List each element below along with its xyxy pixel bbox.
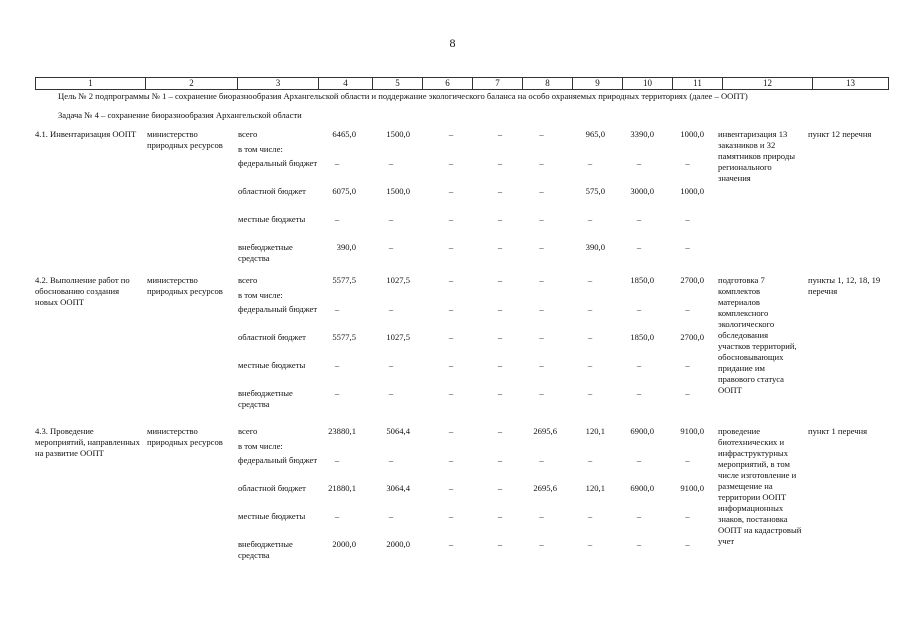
funding-value: – [587,388,593,398]
funding-value: 2000,0 [332,539,356,549]
column-number: 6 [423,78,473,90]
funding-value: – [587,214,593,224]
funding-value: – [539,158,544,168]
funding-value: 6465,0 [332,129,356,139]
funding-value: – [636,388,642,398]
funding-source: областной бюджет [238,483,306,493]
funding-value: – [334,511,340,521]
funding-value: – [636,539,642,549]
funding-value: – [685,360,690,370]
column-number: 10 [623,78,673,90]
funding-value: – [448,214,454,224]
funding-value: 1027,5 [386,332,410,342]
funding-value: 6900,0 [630,426,654,436]
funding-value: – [539,304,544,314]
funding-value: 2700,0 [680,275,704,285]
funding-value: – [334,360,340,370]
funding-value: – [636,242,642,252]
funding-value: – [497,304,503,314]
funding-value: – [497,539,503,549]
funding-value: – [448,304,454,314]
funding-value: – [636,360,642,370]
funding-value: – [334,158,340,168]
funding-value: – [587,455,593,465]
funding-value: 965,0 [585,129,605,139]
funding-value: – [497,332,503,342]
measure-executor: министерство природных ресурсов [147,426,223,447]
funding-value: – [685,455,690,465]
funding-value: – [587,332,593,342]
column-number: 3 [238,78,319,90]
column-number: 11 [673,78,723,90]
column-number: 7 [473,78,523,90]
funding-value: – [685,214,690,224]
measure-name: 4.2. Выполнение работ по обоснованию создания новых ООПТ [35,275,130,307]
funding-value: – [587,360,593,370]
funding-source: областной бюджет [238,332,306,342]
funding-value: 3000,0 [630,186,654,196]
funding-value: – [539,360,544,370]
funding-source: всего [238,275,258,285]
funding-value: 3390,0 [630,129,654,139]
column-number: 4 [319,78,373,90]
funding-value: – [448,388,454,398]
task-heading: Задача № 4 – сохранение биоразнообразия Архангельской области [58,110,302,120]
funding-value: – [636,158,642,168]
funding-value: – [497,511,503,521]
funding-value: – [636,304,642,314]
funding-source: федеральный бюджет [238,158,318,168]
funding-value: 390,0 [336,242,356,252]
funding-value: – [685,539,690,549]
measure-executor: министерство природных ресурсов [147,275,223,296]
funding-value: – [497,388,503,398]
funding-value: – [497,214,503,224]
funding-source: всего [238,426,258,436]
funding-source: в том числе: [238,290,283,300]
funding-value: – [448,539,454,549]
funding-value: – [587,158,593,168]
funding-value: – [539,455,544,465]
funding-value: – [587,275,593,285]
funding-value: 5577,5 [332,275,356,285]
funding-value: 5577,5 [332,332,356,342]
funding-value: – [636,455,642,465]
funding-value: – [388,158,394,168]
funding-value: – [587,304,593,314]
funding-source: местные бюджеты [238,214,306,224]
funding-value: – [539,511,544,521]
funding-value: – [388,242,394,252]
funding-source: местные бюджеты [238,511,306,521]
funding-value: – [685,158,690,168]
column-number: 13 [813,78,889,90]
measure-result: подготовка 7 комплектов материалов комплексного экологического обследования участков территорий, обосновывающих придание им правового статуса ООПТ [718,275,797,395]
funding-value: – [685,304,690,314]
funding-value: 9100,0 [680,483,704,493]
funding-value: – [685,388,690,398]
goal-heading: Цель № 2 подпрограммы № 1 – сохранение биоразнообразия Архангельской области и поддержание экологического баланса на особо охраняемых природных территориях (далее – ООПТ) [58,91,748,101]
funding-source: местные бюджеты [238,360,306,370]
funding-value: – [448,275,454,285]
funding-value: – [388,388,394,398]
funding-value: – [539,129,544,139]
funding-value: – [334,388,340,398]
funding-value: – [539,388,544,398]
funding-value: – [388,304,394,314]
measure-executor: министерство природных ресурсов [147,129,223,150]
funding-value: 2695,6 [533,426,557,436]
funding-source: областной бюджет [238,186,306,196]
funding-value: – [388,455,394,465]
funding-value: – [497,426,503,436]
page-number: 8 [449,36,456,50]
funding-value: – [497,455,503,465]
funding-value: – [636,511,642,521]
funding-value: – [388,511,394,521]
funding-value: – [334,304,340,314]
funding-value: 1027,5 [386,275,410,285]
funding-value: 2700,0 [680,332,704,342]
funding-value: – [448,455,454,465]
funding-value: 2000,0 [386,539,410,549]
column-number-header [35,77,889,90]
funding-value: – [685,242,690,252]
funding-source: всего [238,129,258,139]
funding-value: 1500,0 [386,129,410,139]
funding-value: – [497,275,503,285]
funding-source: в том числе: [238,144,283,154]
funding-value: – [539,214,544,224]
measure-name: 4.3. Проведение мероприятий, направленных на развитие ООПТ [35,426,140,458]
column-number: 5 [373,78,423,90]
measure-reference: пункты 1, 12, 18, 19 перечня [808,275,881,296]
funding-value: – [539,242,544,252]
funding-value: – [448,360,454,370]
column-number: 9 [573,78,623,90]
funding-value: – [334,214,340,224]
funding-value: – [539,332,544,342]
column-number: 2 [146,78,238,90]
funding-value: 23880,1 [328,426,356,436]
funding-value: 9100,0 [680,426,704,436]
funding-value: – [448,129,454,139]
measure-name: 4.1. Инвентаризация ООПТ [35,129,137,139]
funding-value: 575,0 [585,186,605,196]
funding-value: 1000,0 [680,186,704,196]
funding-value: 1500,0 [386,186,410,196]
funding-value: – [448,242,454,252]
funding-value: – [497,242,503,252]
funding-source: федеральный бюджет [238,455,318,465]
funding-source: федеральный бюджет [238,304,318,314]
funding-value: – [497,158,503,168]
funding-value: – [388,360,394,370]
funding-value: – [448,186,454,196]
funding-value: – [539,275,544,285]
funding-source: внебюджетные средства [238,388,293,409]
funding-value: 6900,0 [630,483,654,493]
funding-value: 21880,1 [328,483,356,493]
column-number: 12 [723,78,813,90]
funding-value: 120,1 [585,426,605,436]
funding-value: – [448,426,454,436]
funding-value: – [388,214,394,224]
funding-value: 3064,4 [386,483,410,493]
funding-source: внебюджетные средства [238,539,293,560]
funding-value: – [497,483,503,493]
funding-value: 6075,0 [332,186,356,196]
funding-value: – [587,511,593,521]
funding-value: – [539,186,544,196]
funding-value: – [539,539,544,549]
measure-reference: пункт 12 перечня [808,129,872,139]
funding-value: – [685,511,690,521]
funding-value: 2695,6 [533,483,557,493]
funding-value: – [448,511,454,521]
column-number: 1 [36,78,146,90]
funding-value: 1850,0 [630,275,654,285]
funding-value: 120,1 [585,483,605,493]
measure-result: инвентаризация 13 заказников и 32 памятников природы регионального значения [718,129,795,183]
funding-value: – [497,360,503,370]
funding-value: 5064,4 [386,426,410,436]
measure-result: проведение биотехнических и инфраструктурных мероприятий, в том числе изготовление и размещение на территории ООПТ информационных знаков, постановка ООПТ на кадастровый учет [718,426,802,546]
funding-value: – [497,129,503,139]
funding-value: – [448,158,454,168]
funding-value: – [636,214,642,224]
funding-value: 1000,0 [680,129,704,139]
measure-reference: пункт 1 перечня [808,426,868,436]
column-number: 8 [523,78,573,90]
funding-value: 1850,0 [630,332,654,342]
funding-value: – [448,483,454,493]
funding-value: – [448,332,454,342]
funding-value: – [334,455,340,465]
funding-value: – [587,539,593,549]
funding-source: внебюджетные средства [238,242,293,263]
funding-value: – [497,186,503,196]
funding-source: в том числе: [238,441,283,451]
funding-value: 390,0 [585,242,605,252]
